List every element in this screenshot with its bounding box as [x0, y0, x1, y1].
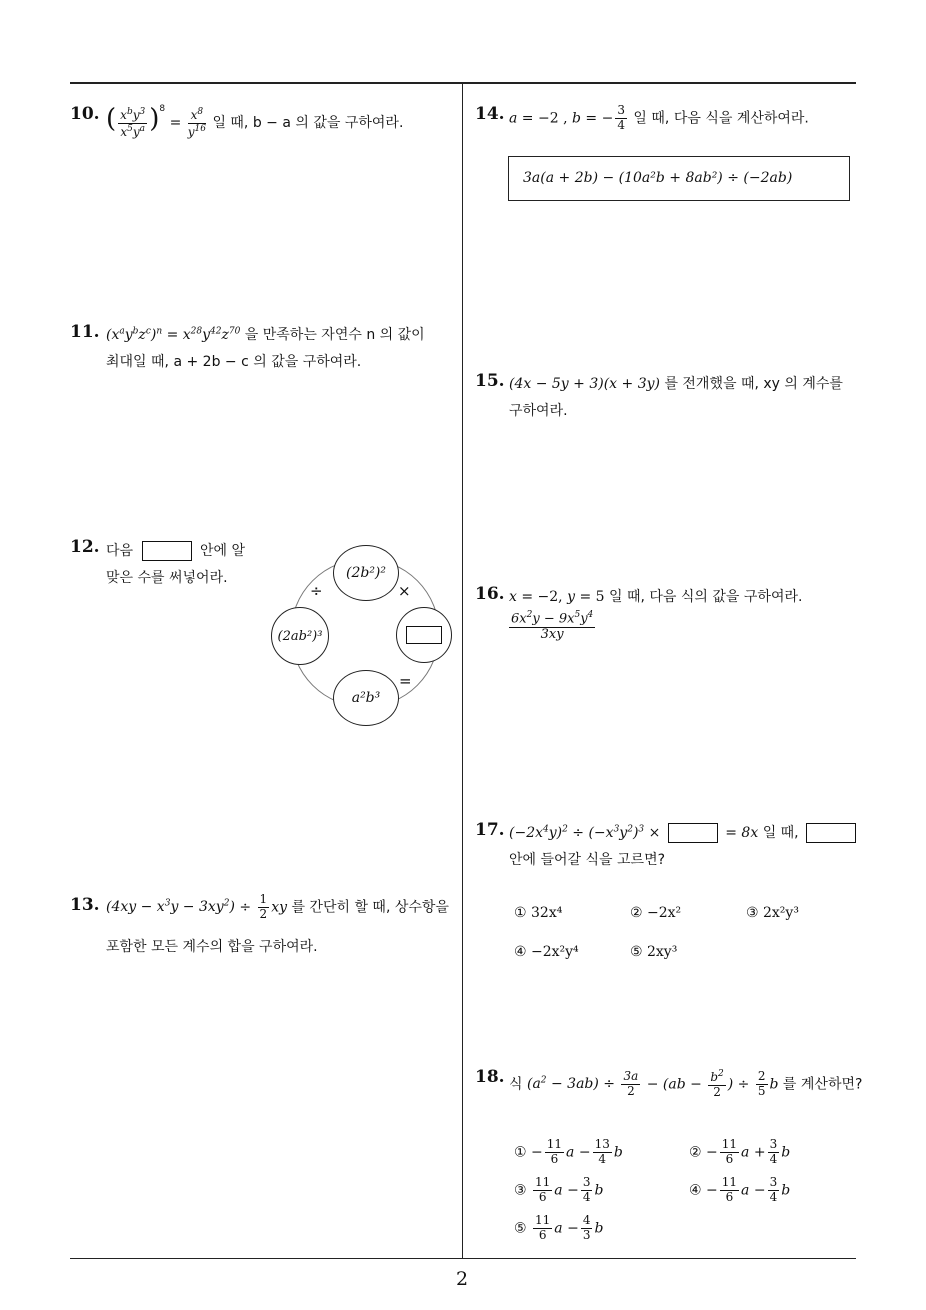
question-14-body: a = −2 , b = − $\frac{3}{4}$ 일 때, 다음 식을 계산하여라.	[509, 103, 809, 132]
column-divider	[462, 82, 463, 1258]
question-12-number: 12.	[70, 537, 100, 557]
question-17-text1: 일 때,	[762, 825, 799, 841]
diagram-op-divide: ÷	[310, 582, 323, 600]
question-11-number: 11.	[70, 322, 100, 342]
question-17-number: 17.	[475, 820, 505, 840]
question-11-line2: 최대일 때, a + 2b − c 의 값을 구하여라.	[106, 354, 362, 370]
question-18-text1: 식	[509, 1076, 523, 1093]
question-15-number: 15.	[475, 371, 505, 391]
q17-option-5[interactable]: ⑤ 2xy³	[630, 944, 678, 960]
question-13-body: $(4xy - x^3y - 3xy^2)$ ÷ $\frac{1}{2}$ xy 를 간단히 할 때, 상수항을	[106, 892, 449, 921]
question-10-text: 일 때, b − a 의 값을 구하여라.	[212, 115, 404, 131]
q18-option-5[interactable]: ⑤ $\frac{11}{6}$ a − $\frac{4}{3}$ b	[514, 1213, 604, 1242]
q17-option-2[interactable]: ② −2x²	[630, 905, 682, 921]
question-13-line2: 포함한 모든 계수의 합을 구하여라.	[106, 939, 318, 955]
question-18-body: 식 $(a^2 - 3ab)$ ÷ $\frac{3a}{2}$ − (ab − $\frac{b^2}{2}$ ) ÷ $\frac{2}{5}$ b 를 계산하면?	[509, 1069, 863, 1099]
question-16-fraction: $\frac{6x^2y - 9x^5y^4}{3xy}$	[511, 610, 594, 643]
answer-blank[interactable]	[142, 541, 192, 561]
diagram-op-equals: =	[399, 672, 412, 690]
answer-blank-1[interactable]	[668, 823, 718, 843]
diagram-node-right	[396, 607, 452, 663]
question-13-number: 13.	[70, 895, 100, 915]
question-11-line1: 을 만족하는 자연수 n 의 값이	[244, 327, 425, 343]
q17-option-4[interactable]: ④ −2x²y⁴	[514, 944, 579, 960]
question-15-line2: 구하여라.	[509, 403, 568, 419]
question-17-body: $(-2x^4y)^2 \div (-x^3y^2)^3$ × = 8x 일 때,	[509, 822, 856, 843]
question-11-body: $(x^ay^bz^c)^n = x^{28}y^{42}z^{70}$ 을 만족하는 자연수 n 의 값이	[106, 326, 425, 343]
question-16-number: 16.	[475, 584, 505, 604]
page-number: 2	[456, 1268, 469, 1290]
question-14-number: 14.	[475, 104, 505, 124]
diagram-answer-blank[interactable]	[406, 626, 442, 644]
q18-option-2[interactable]: ② − $\frac{11}{6}$ a + $\frac{3}{4}$ b	[689, 1137, 791, 1166]
question-14-expression: 3a(a + 2b) − (10a²b + 8ab²) ÷ (−2ab)	[523, 170, 793, 186]
question-13-text1: 를 간단히 할 때, 상수항을	[291, 899, 449, 916]
question-15-body: (4x − 5y + 3)(x + 3y) 를 전개했을 때, xy 의 계수를	[509, 376, 843, 392]
question-17-line2: 안에 들어갈 식을 고르면?	[509, 852, 666, 868]
diagram-node-top: (2b²)²	[333, 545, 399, 601]
q17-option-3[interactable]: ③ 2x²y³	[746, 905, 799, 921]
question-10-number: 10.	[70, 104, 100, 124]
question-18-text2: 를 계산하면?	[782, 1076, 863, 1093]
diagram-node-left: (2ab²)³	[271, 607, 329, 665]
top-rule	[70, 82, 856, 84]
question-10-body: ( $\frac{x^by^3}{x^5y^a}$ )$^8$ = $\frac{x^8}{y^{16}}$ 일 때, b − a 의 값을 구하여라.	[106, 104, 404, 139]
bottom-rule	[70, 1258, 856, 1259]
q17-option-1[interactable]: ① 32x⁴	[514, 905, 563, 921]
diagram-node-bottom: a²b³	[333, 670, 399, 726]
question-12-line2: 맞은 수를 써넣어라.	[106, 570, 228, 586]
question-14-text: 일 때, 다음 식을 계산하여라.	[633, 110, 809, 127]
q18-option-4[interactable]: ④ − $\frac{11}{6}$ a − $\frac{3}{4}$ b	[689, 1175, 791, 1204]
question-15-line1: 를 전개했을 때, xy 의 계수를	[664, 376, 843, 392]
answer-blank-2[interactable]	[806, 823, 856, 843]
question-14-expression-box	[508, 156, 850, 201]
question-16-text: 일 때, 다음 식의 값을 구하여라.	[609, 589, 803, 605]
question-18-number: 18.	[475, 1067, 505, 1087]
q18-option-1[interactable]: ① − $\frac{11}{6}$ a − $\frac{13}{4}$ b	[514, 1137, 623, 1166]
question-12-line1: 다음 안에 알	[106, 543, 245, 559]
q18-option-3[interactable]: ③ $\frac{11}{6}$ a − $\frac{3}{4}$ b	[514, 1175, 604, 1204]
diagram-op-multiply: ×	[398, 582, 411, 600]
question-16-body: x = −2, y = 5 일 때, 다음 식의 값을 구하여라.	[509, 589, 803, 605]
